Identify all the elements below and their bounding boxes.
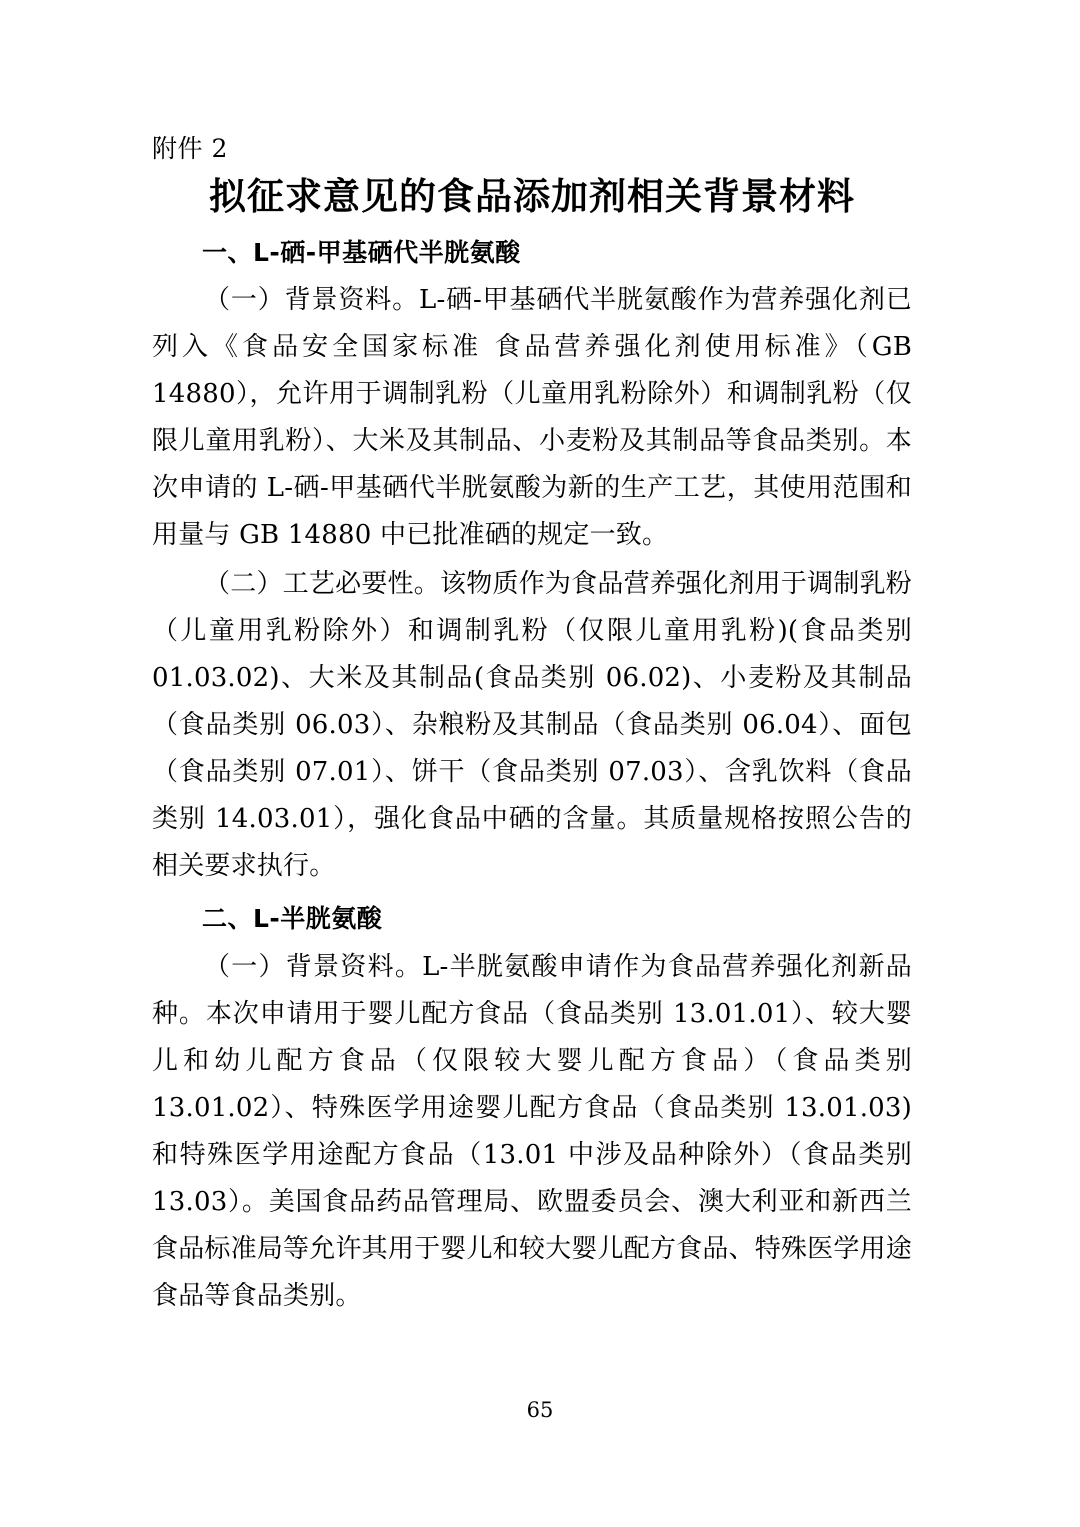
paragraph-1-1: （一）背景资料。L-硒-甲基硒代半胱氨酸作为营养强化剂已列入《食品安全国家标准 食品营养强化剂使用标准》（GB 14880），允许用于调制乳粉（儿童用乳粉除外）和调制乳粉（仅限儿童用乳粉）、大米及其制品、小麦粉及其制品等食品类别。本次申请的 L-硒-甲基硒代半胱氨酸为新的生产工艺，其使用范围和用量与 GB 14880 中已批准硒的规定一致。 xyxy=(152,285,912,551)
page-number: 65 xyxy=(526,1398,554,1422)
paragraph-2-1: （一）背景资料。L-半胱氨酸申请作为食品营养强化剂新品种。本次申请用于婴儿配方食品（食品类别 13.01.01）、较大婴儿和幼儿配方食品（仅限较大婴儿配方食品）（食品类别 13.01.02）、特殊医学用途婴儿配方食品（食品类别 13.01.03)和特殊医学用途配方食品（13.01 中涉及品种除外）（食品类别 13.03）。美国食品药品管理局、欧盟委员会、澳大利亚和新西兰食品标准局等允许其用于婴儿和较大婴儿配方食品、特殊医学用途食品等食品类别。 xyxy=(152,951,912,1311)
section-heading-2: 二、L-半胱氨酸 xyxy=(202,904,383,934)
section-heading-1: 一、L-硒-甲基硒代半胱氨酸 xyxy=(202,237,521,267)
paragraph-1-2: （二）工艺必要性。该物质作为食品营养强化剂用于调制乳粉（儿童用乳粉除外）和调制乳粉（仅限儿童用乳粉)(食品类别 01.03.02)、大米及其制品(食品类别 06.02)、小麦粉及其制品（食品类别 06.03）、杂粮粉及其制品（食品类别 06.04）、面包（食品类别 07.01）、饼干（食品类别 07.03）、含乳饮料（食品类别 14.03.01），强化食品中硒的含量。其质量规格按照公告的相关要求执行。 xyxy=(152,569,912,882)
page-title: 拟征求意见的食品添加剂相关背景材料 xyxy=(209,173,855,218)
document-body xyxy=(152,132,912,1322)
attachment-label: 附件 2 xyxy=(152,134,228,163)
